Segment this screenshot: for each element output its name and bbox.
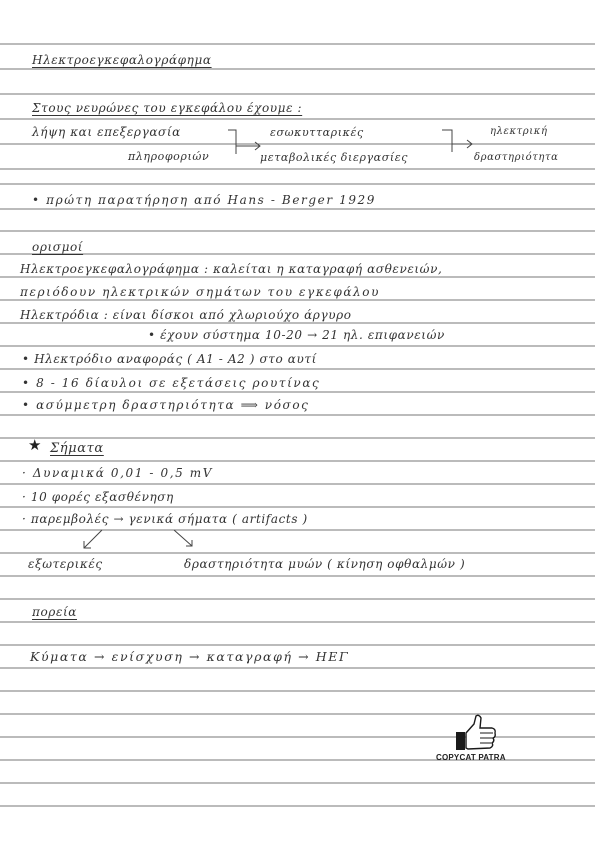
first-observation: • πρώτη παρατήρηση από Hans - Berger 1929: [32, 193, 377, 207]
intro-line2-c: δραστηριότητα: [474, 152, 559, 163]
process-heading: πορεία: [32, 605, 78, 619]
definition-line-2: περιόδουν ηλεκτρικών σημάτων του εγκεφάλου: [20, 285, 380, 299]
definition-line-7: • ασύμμετρη δραστηριότητα ⟹ νόσος: [22, 398, 310, 412]
intro-line1-b: εσωκυτταρικές: [270, 126, 364, 139]
definition-line-5: • Ηλεκτρόδιο αναφοράς ( A1 - A2 ) στο αυτί: [22, 352, 317, 366]
intro-line2-b: μεταβολικές διεργασίες: [260, 151, 408, 164]
branch-right: δραστηριότητα μυών ( κίνηση οφθαλμών ): [184, 557, 466, 571]
page-title: Ηλεκτροεγκεφαλογράφημα: [32, 53, 212, 67]
intro-line2-a: πληροφοριών: [128, 150, 210, 163]
definition-line-6: • 8 - 16 δίαυλοι σε εξετάσεις ρουτίνας: [22, 376, 321, 390]
branch-left: εξωτερικές: [28, 557, 103, 571]
branch-arrows: [70, 526, 210, 554]
bracket-arrow-1: [226, 128, 266, 160]
signals-line-2: · 10 φορές εξασθένηση: [22, 490, 174, 504]
logo-text: COPYCAT PATRA: [436, 753, 506, 762]
intro-line1-c: ηλεκτρική: [490, 126, 548, 137]
definitions-heading: ορισμοί: [32, 240, 84, 254]
definition-line-1: Ηλεκτροεγκεφαλογράφημα : καλείται η καταγραφή ασθενειών,: [20, 262, 443, 276]
definition-line-4: • έχουν σύστημα 10-20 → 21 ηλ. επιφανειών: [148, 328, 445, 342]
signals-heading: Σήματα: [50, 441, 104, 456]
bracket-arrow-2: [440, 128, 480, 160]
definition-line-3: Ηλεκτρόδια : είναι δίσκοι από χλωριούχο άργυρο: [20, 308, 352, 322]
intro-heading: Στους νευρώνες του εγκεφάλου έχουμε :: [32, 101, 303, 115]
signals-line-3: · παρεμβολές → γενικά σήματα ( artifacts ): [22, 512, 308, 526]
signals-line-1: · Δυναμικά 0,01 - 0,5 mV: [22, 466, 214, 480]
intro-line1-a: λήψη και επεξεργασία: [32, 125, 181, 139]
star-icon: ★: [28, 436, 42, 454]
process-line: Κύματα → ενίσχυση → καταγραφή → ΗΕΓ: [30, 649, 350, 664]
